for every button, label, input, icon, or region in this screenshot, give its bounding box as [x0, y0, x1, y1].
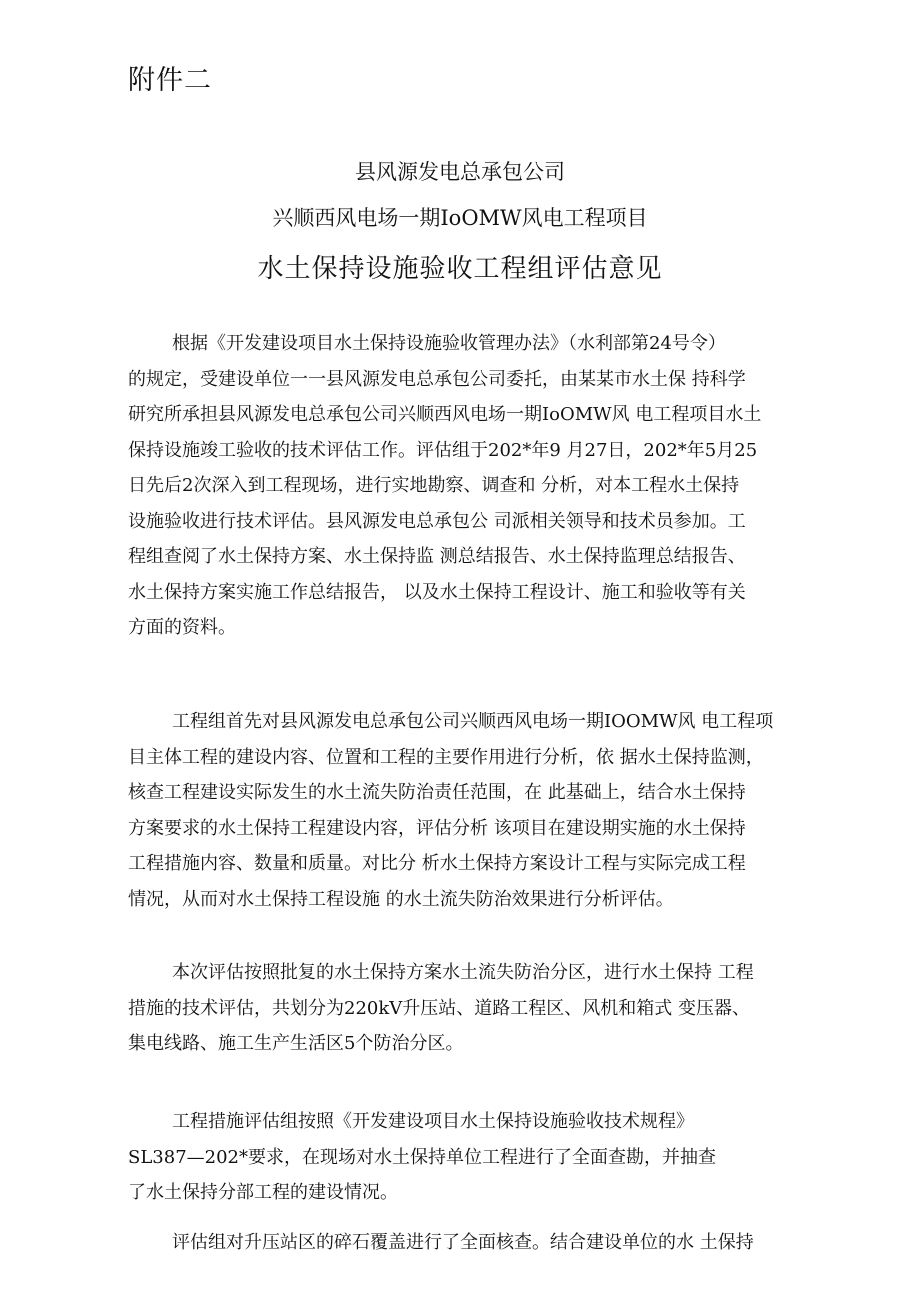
paragraph-line: 工程组首先对县风源发电总承包公司兴顺西风电场一期IOOMW风 电工程项	[172, 711, 774, 732]
attachment-label: 附件二	[128, 65, 212, 96]
title-project: 兴顺西风电场一期IoOMW风电工程项目	[272, 206, 648, 230]
paragraph-line: 研究所承担县风源发电总承包公司兴顺西风电场一期IoOMW风 电工程项目水土	[128, 404, 762, 425]
paragraph-line: 集电线路、施工生产生活区5个防治分区。	[128, 1033, 464, 1054]
paragraph-line: 目主体工程的建设内容、位置和工程的主要作用进行分析，依 据水土保持监测，	[128, 746, 764, 768]
paragraph-line: 评估组对升压站区的碎石覆盖进行了全面核查。结合建设单位的水 土保持	[172, 1232, 754, 1253]
title-main: 水土保持设施验收工程组评估意见	[257, 254, 663, 284]
paragraph-line: 工程措施评估组按照《开发建设项目水土保持设施验收技术规程》	[172, 1111, 694, 1132]
paragraph-line: 本次评估按照批复的水土保持方案水土流失防治分区，进行水土保持 工程	[172, 962, 754, 983]
paragraph-line: 程组查阅了水土保持方案、水土保持监 测总结报告、水土保持监理总结报告、	[128, 546, 746, 567]
paragraph-line: 根据《开发建设项目水土保持设施验收管理办法》（水利部第24号令）	[172, 333, 726, 354]
paragraph-line: 的规定，受建设单位一一县风源发电总承包公司委托，由某某市水土保 持科学	[128, 368, 746, 390]
paragraph-line: 情况，从而对水土保持工程设施 的水土流失防治效果进行分析评估。	[128, 888, 674, 910]
paragraph-line: 措施的技术评估，共划分为220kV升压站、道路工程区、风机和箱式 变压器、	[128, 997, 750, 1019]
paragraph-line: SL387—202*要求，在现场对水土保持单位工程进行了全面查勘，并抽查	[128, 1146, 716, 1168]
paragraph-4	[128, 1104, 828, 1211]
paragraph-line: 保持设施竣工验收的技术评估工作。评估组于202*年9 月27日，202*年5月25	[128, 439, 758, 461]
paragraph-5	[128, 1225, 828, 1261]
title-company: 县风源发电总承包公司	[355, 160, 565, 184]
paragraph-3	[128, 955, 828, 1062]
paragraph-line: 方案要求的水土保持工程建设内容，评估分析 该项目在建设期实施的水土保持	[128, 817, 746, 839]
paragraph-2	[128, 704, 828, 917]
paragraph-line: 设施验收进行技术评估。县风源发电总承包公 司派相关领导和技术员参加。工	[128, 510, 746, 532]
paragraph-line: 水土保持方案实施工作总结报告， 以及水土保持工程设计、施工和验收等有关	[128, 581, 746, 603]
paragraph-line: 工程措施内容、数量和质量。对比分 析水土保持方案设计工程与实际完成工程	[128, 853, 746, 874]
paragraph-line: 方面的资料。	[128, 617, 236, 638]
paragraph-1	[128, 326, 828, 646]
paragraph-line: 了水土保持分部工程的建设情况。	[128, 1182, 398, 1203]
paragraph-line: 日先后2次深入到工程现场，进行实地勘察、调查和 分析，对本工程水土保持	[128, 475, 740, 496]
paragraph-line: 核查工程建设实际发生的水土流失防治责任范围，在 此基础上，结合水土保持	[128, 782, 746, 803]
